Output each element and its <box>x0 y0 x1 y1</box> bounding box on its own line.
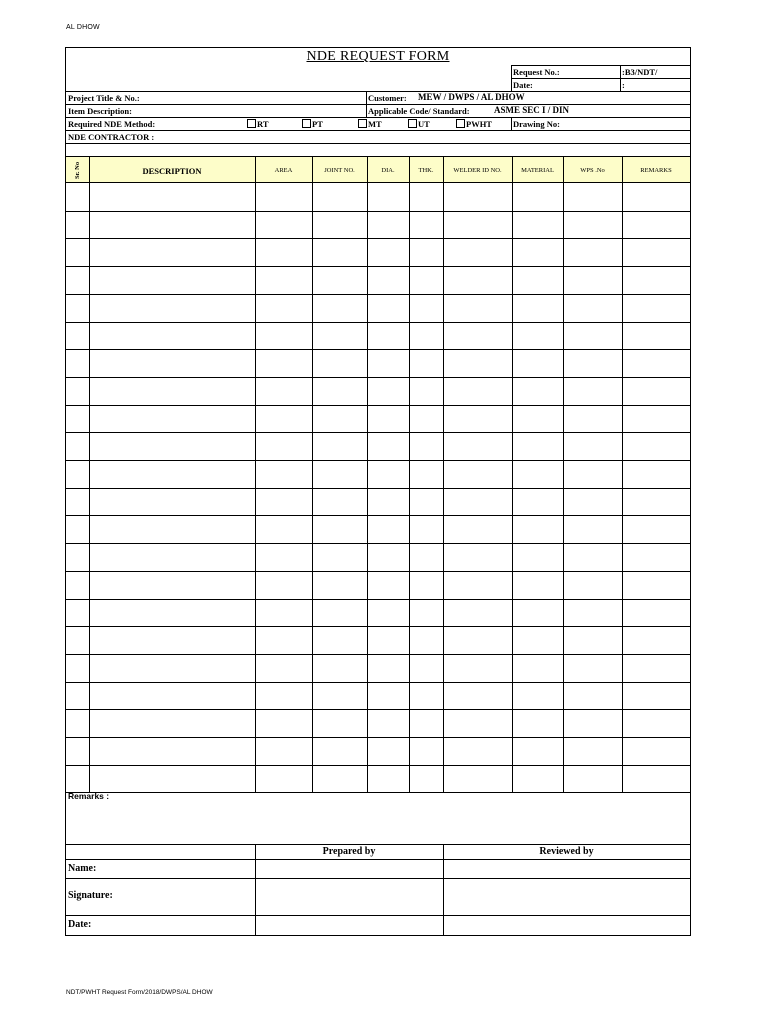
form-title: NDE REQUEST FORM <box>306 49 450 64</box>
table-row <box>66 488 690 489</box>
table-row <box>66 765 690 766</box>
method-ut-label: UT <box>418 119 430 129</box>
col-welder-id: WELDER ID NO. <box>453 167 502 174</box>
col-wps-no: WPS .No <box>580 167 605 174</box>
table-row <box>66 405 690 406</box>
customer-value: MEW / DWPS / AL DHOW <box>418 92 525 102</box>
applicable-code-value: ASME SEC I / DIN <box>494 105 570 115</box>
checkbox-mt[interactable] <box>358 119 367 128</box>
signoff-date-label: Date: <box>68 919 92 930</box>
reviewed-by-heading: Reviewed by <box>539 846 594 857</box>
customer-label: Customer: <box>368 93 407 103</box>
table-row <box>66 266 690 267</box>
signature-label: Signature: <box>68 890 113 901</box>
table-row <box>66 626 690 627</box>
required-method-label: Required NDE Method: <box>68 119 156 129</box>
table-row <box>66 737 690 738</box>
table-row <box>66 543 690 544</box>
col-thk: THK. <box>418 167 434 174</box>
checkbox-pwht[interactable] <box>456 119 465 128</box>
table-row <box>66 571 690 572</box>
contractor-label: NDE CONTRACTOR : <box>68 132 155 142</box>
prepared-by-heading: Prepared by <box>322 846 376 857</box>
table-row <box>66 322 690 323</box>
method-pt-label: PT <box>312 119 323 129</box>
applicable-code-label: Applicable Code/ Standard: <box>368 106 470 116</box>
date-value[interactable]: : <box>622 80 625 90</box>
col-area: AREA <box>274 167 293 174</box>
table-row <box>66 709 690 710</box>
table-row <box>66 238 690 239</box>
request-no-value[interactable]: :B3/NDT/ <box>622 67 658 77</box>
table-row <box>66 792 690 793</box>
date-label: Date: <box>513 80 533 90</box>
table-row <box>66 432 690 433</box>
col-description: DESCRIPTION <box>142 165 202 176</box>
table-row <box>66 599 690 600</box>
method-rt-label: RT <box>257 119 269 129</box>
method-pwht-label: PWHT <box>466 119 492 129</box>
table-row <box>66 515 690 516</box>
table-row <box>66 654 690 655</box>
name-label: Name: <box>68 863 97 874</box>
footer-note: NDT/PWHT Request Form/2018/DWPS/AL DHOW <box>66 989 213 996</box>
checkbox-ut[interactable] <box>408 119 417 128</box>
table-row <box>66 349 690 350</box>
col-joint-no: JOINT NO. <box>324 167 355 174</box>
method-mt-label: MT <box>368 119 382 129</box>
col-dia: DIA. <box>381 167 395 174</box>
table-row <box>66 377 690 378</box>
item-description-label: Item Description: <box>68 106 132 116</box>
checkbox-rt[interactable] <box>247 119 256 128</box>
remarks-label: Remarks : <box>68 791 110 801</box>
col-sr-no: Sr. No <box>74 161 81 180</box>
table-row <box>66 460 690 461</box>
nde-request-form <box>65 47 691 936</box>
checkbox-pt[interactable] <box>302 119 311 128</box>
table-row <box>66 211 690 212</box>
table-row <box>66 294 690 295</box>
project-title-label: Project Title & No.: <box>68 93 140 103</box>
table-row <box>66 682 690 683</box>
top-mark: AL DHOW <box>66 24 100 31</box>
request-no-label: Request No.: <box>513 67 560 77</box>
table-header <box>66 156 690 183</box>
col-material: MATERIAL <box>521 167 554 174</box>
col-remarks: REMARKS <box>640 167 672 174</box>
drawing-no-label: Drawing No: <box>513 119 560 129</box>
